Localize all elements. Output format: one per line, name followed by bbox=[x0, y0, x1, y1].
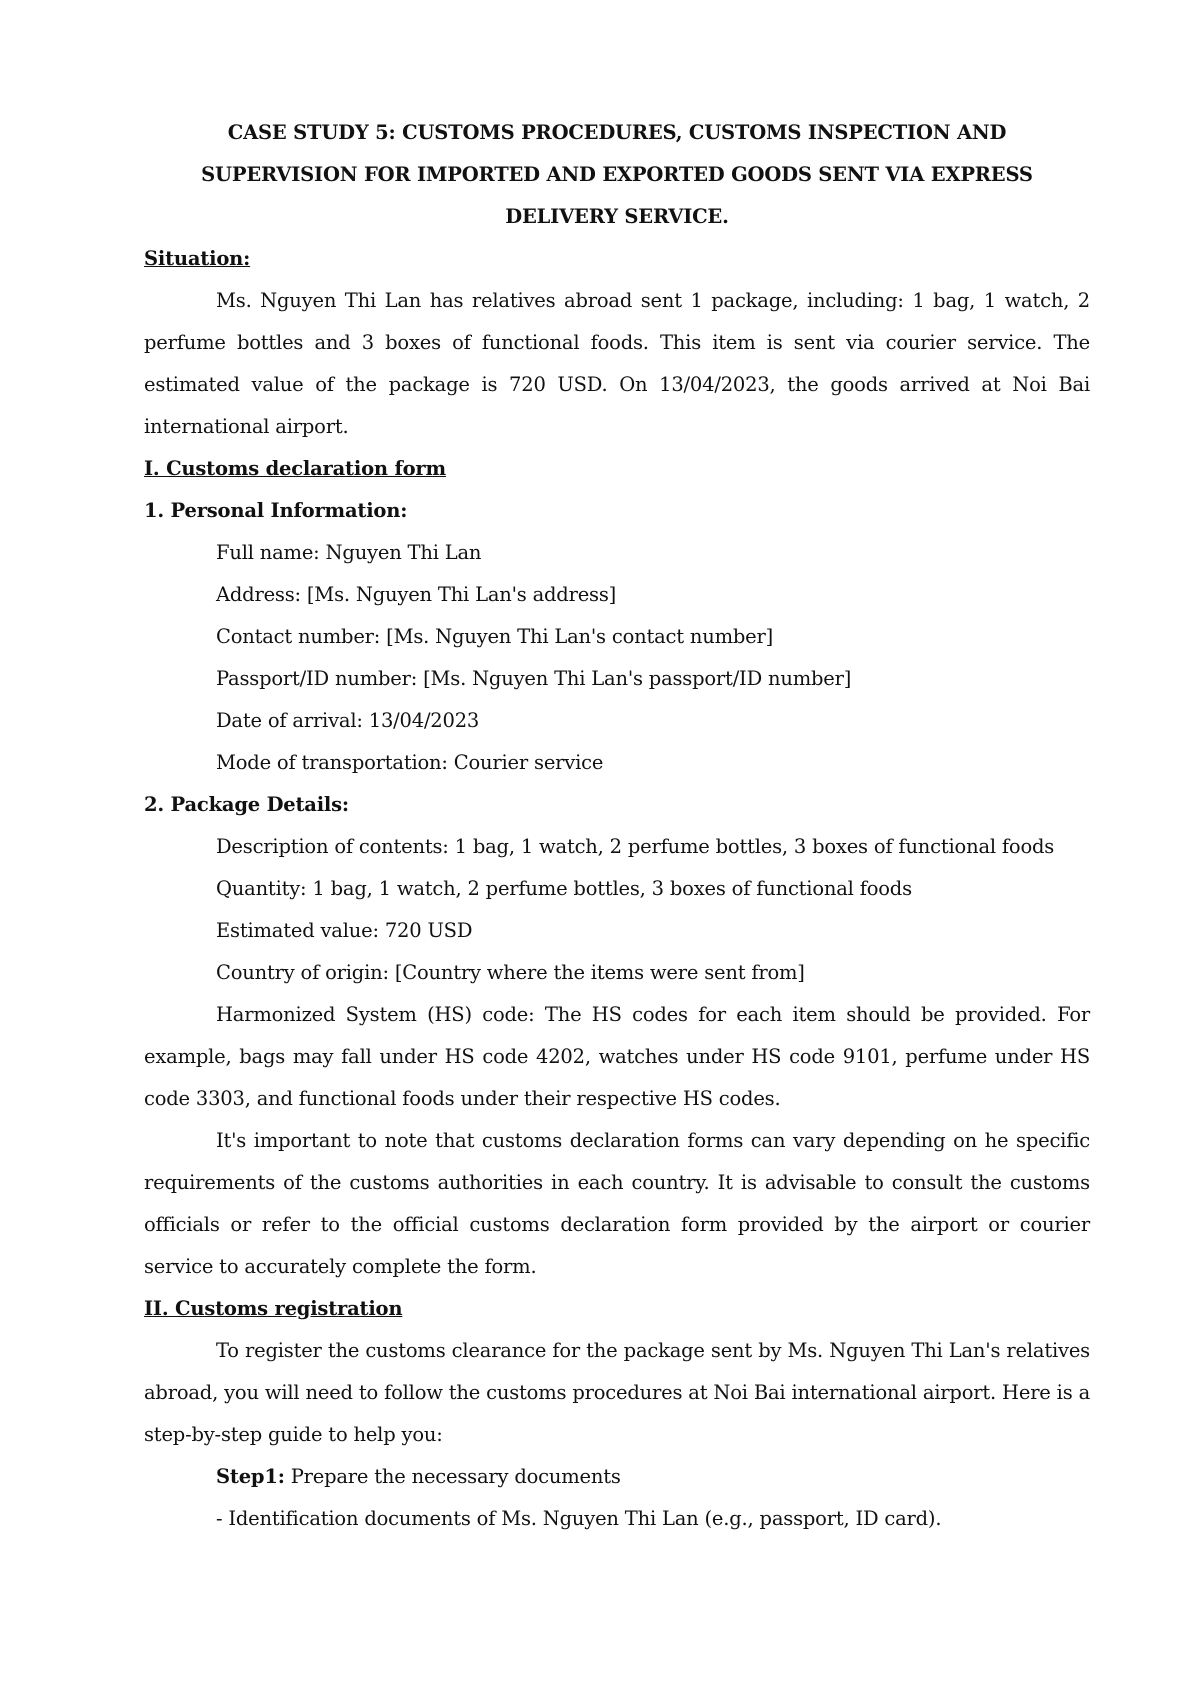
situation-text: Ms. Nguyen Thi Lan has relatives abroad sent 1 package, including: 1 bag, 1 watch, 2 perfume bottles and 3 boxes of functional foods. This item is sent via courier service. The estimated value of the package is 720 USD. On 13/04/2023, the goods arrived at Noi Bai international airport. bbox=[144, 289, 1090, 438]
situation-heading: Situation: bbox=[144, 247, 251, 270]
field-estimated-value: Estimated value: 720 USD bbox=[216, 919, 473, 942]
step-1-text: Prepare the necessary documents bbox=[284, 1465, 621, 1488]
field-quantity: Quantity: 1 bag, 1 watch, 2 perfume bottles, 3 boxes of functional foods bbox=[216, 877, 912, 900]
section-1-heading: I. Customs declaration form bbox=[144, 457, 446, 480]
field-full-name: Full name: Nguyen Thi Lan bbox=[216, 541, 482, 564]
field-passport-id: Passport/ID number: [Ms. Nguyen Thi Lan's passport/ID number] bbox=[216, 667, 852, 690]
step-1-label: Step1: bbox=[216, 1465, 285, 1488]
document-title: CASE STUDY 5: CUSTOMS PROCEDURES, CUSTOMS INSPECTION AND SUPERVISION FOR IMPORTED AND EXPORTED GOODS SENT VIA EXPRESS DELIVERY SERVICE. bbox=[201, 121, 1033, 228]
field-description: Description of contents: 1 bag, 1 watch, 2 perfume bottles, 3 boxes of functional foods bbox=[216, 835, 1055, 858]
personal-info-heading: 1. Personal Information: bbox=[144, 499, 408, 522]
field-mode-of-transport: Mode of transportation: Courier service bbox=[216, 751, 604, 774]
hs-code-paragraph: Harmonized System (HS) code: The HS codes for each item should be provided. For example, bags may fall under HS code 4202, watches under HS code 9101, perfume under HS code 3303, and functional foods under their respective HS codes. bbox=[144, 1003, 1090, 1110]
field-country-of-origin: Country of origin: [Country where the items were sent from] bbox=[216, 961, 805, 984]
field-contact-number: Contact number: [Ms. Nguyen Thi Lan's contact number] bbox=[216, 625, 774, 648]
step-1 bbox=[144, 1456, 1090, 1498]
note-paragraph: It's important to note that customs declaration forms can vary depending on he specific requirements of the customs authorities in each country. It is advisable to consult the customs officials or refer to the official customs declaration form provided by the airport or courier service to accurately complete the form. bbox=[144, 1129, 1090, 1278]
document-body bbox=[144, 112, 1090, 1540]
section-2-heading: II. Customs registration bbox=[144, 1297, 403, 1320]
field-date-of-arrival: Date of arrival: 13/04/2023 bbox=[216, 709, 480, 732]
package-details-heading: 2. Package Details: bbox=[144, 793, 349, 816]
step-1-item: - Identification documents of Ms. Nguyen Thi Lan (e.g., passport, ID card). bbox=[216, 1507, 942, 1530]
field-address: Address: [Ms. Nguyen Thi Lan's address] bbox=[216, 583, 617, 606]
registration-intro: To register the customs clearance for the package sent by Ms. Nguyen Thi Lan's relatives abroad, you will need to follow the customs procedures at Noi Bai international airport. Here is a step-by-step guide to help you: bbox=[144, 1339, 1090, 1446]
